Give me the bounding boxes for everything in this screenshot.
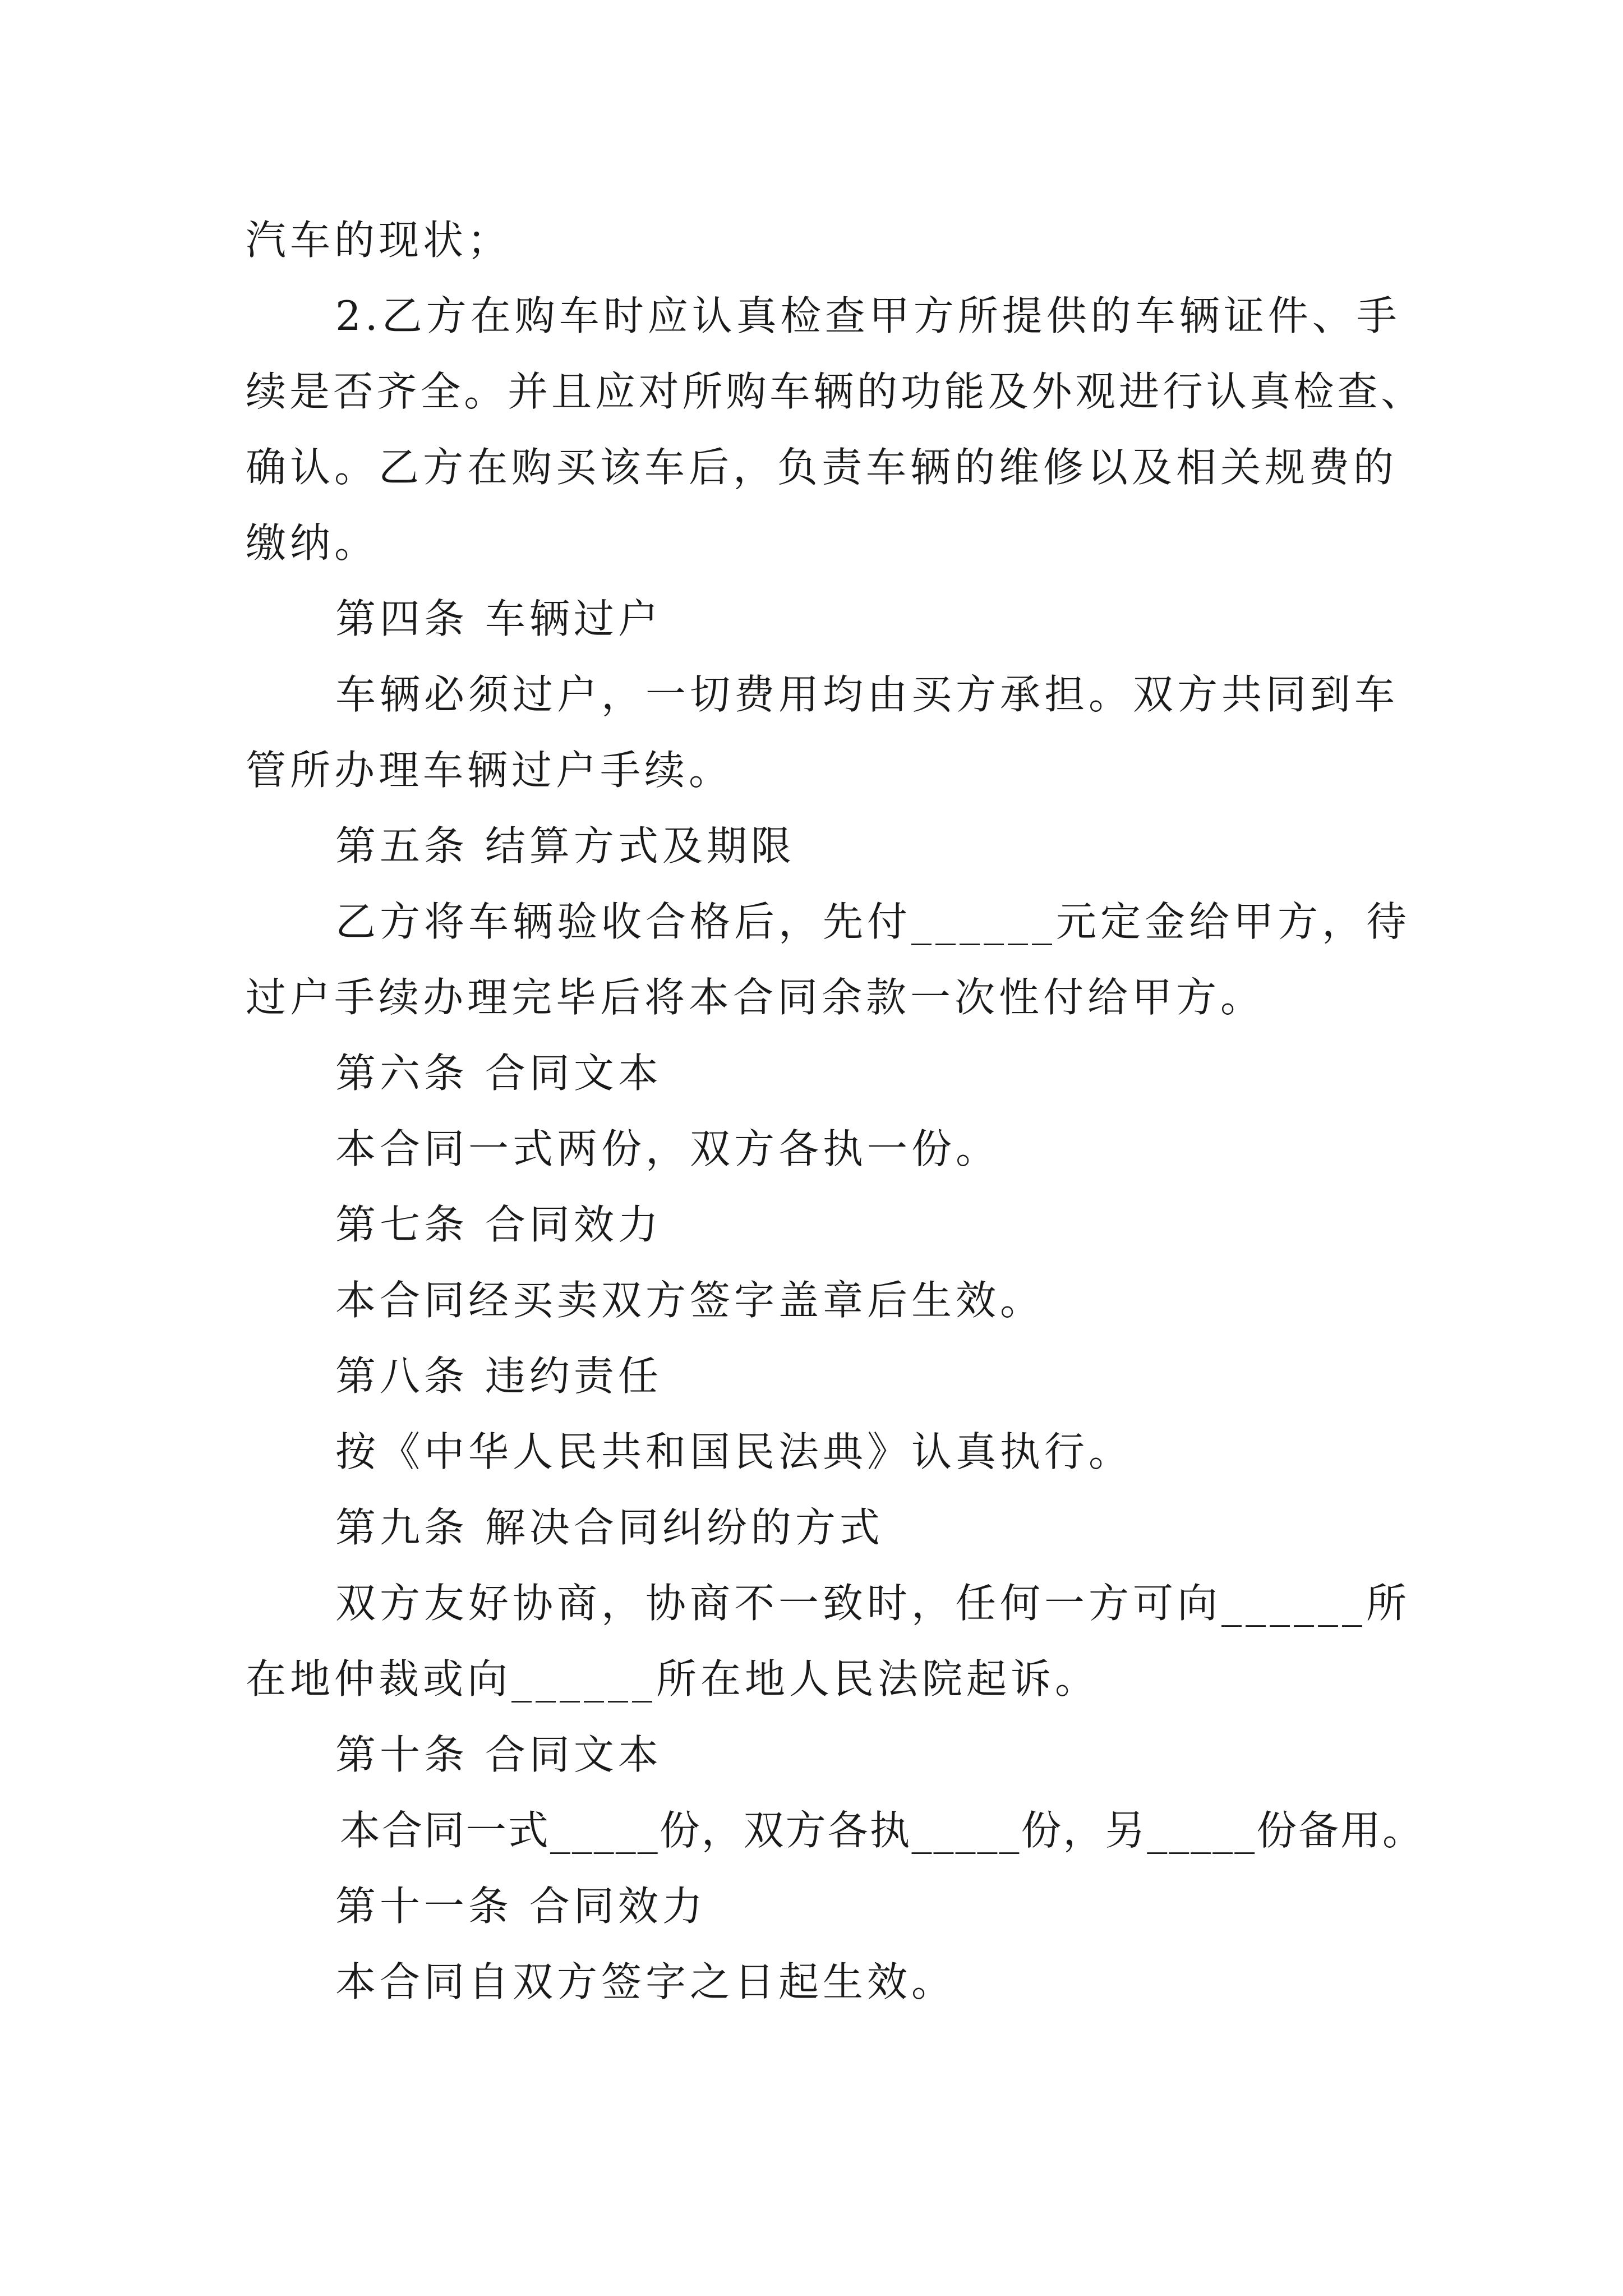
article-7-heading: 第七条 合同效力 [335,1201,662,1248]
article-5-heading: 第五条 结算方式及期限 [335,822,795,869]
text-line-24: 本合同自双方签字之日起生效。 [335,1958,956,2005]
text-line-13: 本合同一式两份，双方各执一份。 [335,1125,1000,1172]
article-4-heading: 第四条 车辆过户 [335,595,662,642]
text-line-17: 按《中华人民共和国民法典》认真执行。 [335,1428,1133,1475]
text-line-3: 续是否齐全。并且应对所购车辆的功能及外观进行认真检查、 [246,368,1425,415]
text-line-11: 过户手续办理完毕后将本合同余款一次性付给甲方。 [246,974,1265,1021]
text-line-20: 在地仲裁或向______所在地人民法院起诉。 [246,1655,1100,1703]
article-9-heading: 第九条 解决合同纠纷的方式 [335,1504,884,1551]
article-8-heading: 第八条 违约责任 [335,1352,662,1400]
text-line-15: 本合同经买卖双方签字盖章后生效。 [335,1277,1045,1324]
text-line-8: 管所办理车辆过户手续。 [246,747,734,794]
text-line-22: 本合同一式_____份，双方各执_____份，另_____份备用。 [340,1807,1425,1854]
article-11-heading: 第十一条 合同效力 [335,1883,707,1930]
text-line-2: 2.乙方在购车时应认真检查甲方所提供的车辆证件、手 [335,292,1401,339]
text-line-10: 乙方将车辆验收合格后，先付______元定金给甲方，待 [335,898,1411,945]
text-line-1: 汽车的现状； [246,217,512,264]
text-line-4: 确认。乙方在购买该车后，负责车辆的维修以及相关规费的 [246,444,1398,491]
article-10-heading: 第十条 合同文本 [335,1731,662,1778]
text-line-5: 缴纳。 [246,519,379,567]
text-line-7: 车辆必须过户，一切费用均由买方承担。双方共同到车 [335,671,1399,718]
article-6-heading: 第六条 合同文本 [335,1050,662,1097]
text-line-19: 双方友好协商，协商不一致时，任何一方可向______所 [335,1580,1411,1627]
